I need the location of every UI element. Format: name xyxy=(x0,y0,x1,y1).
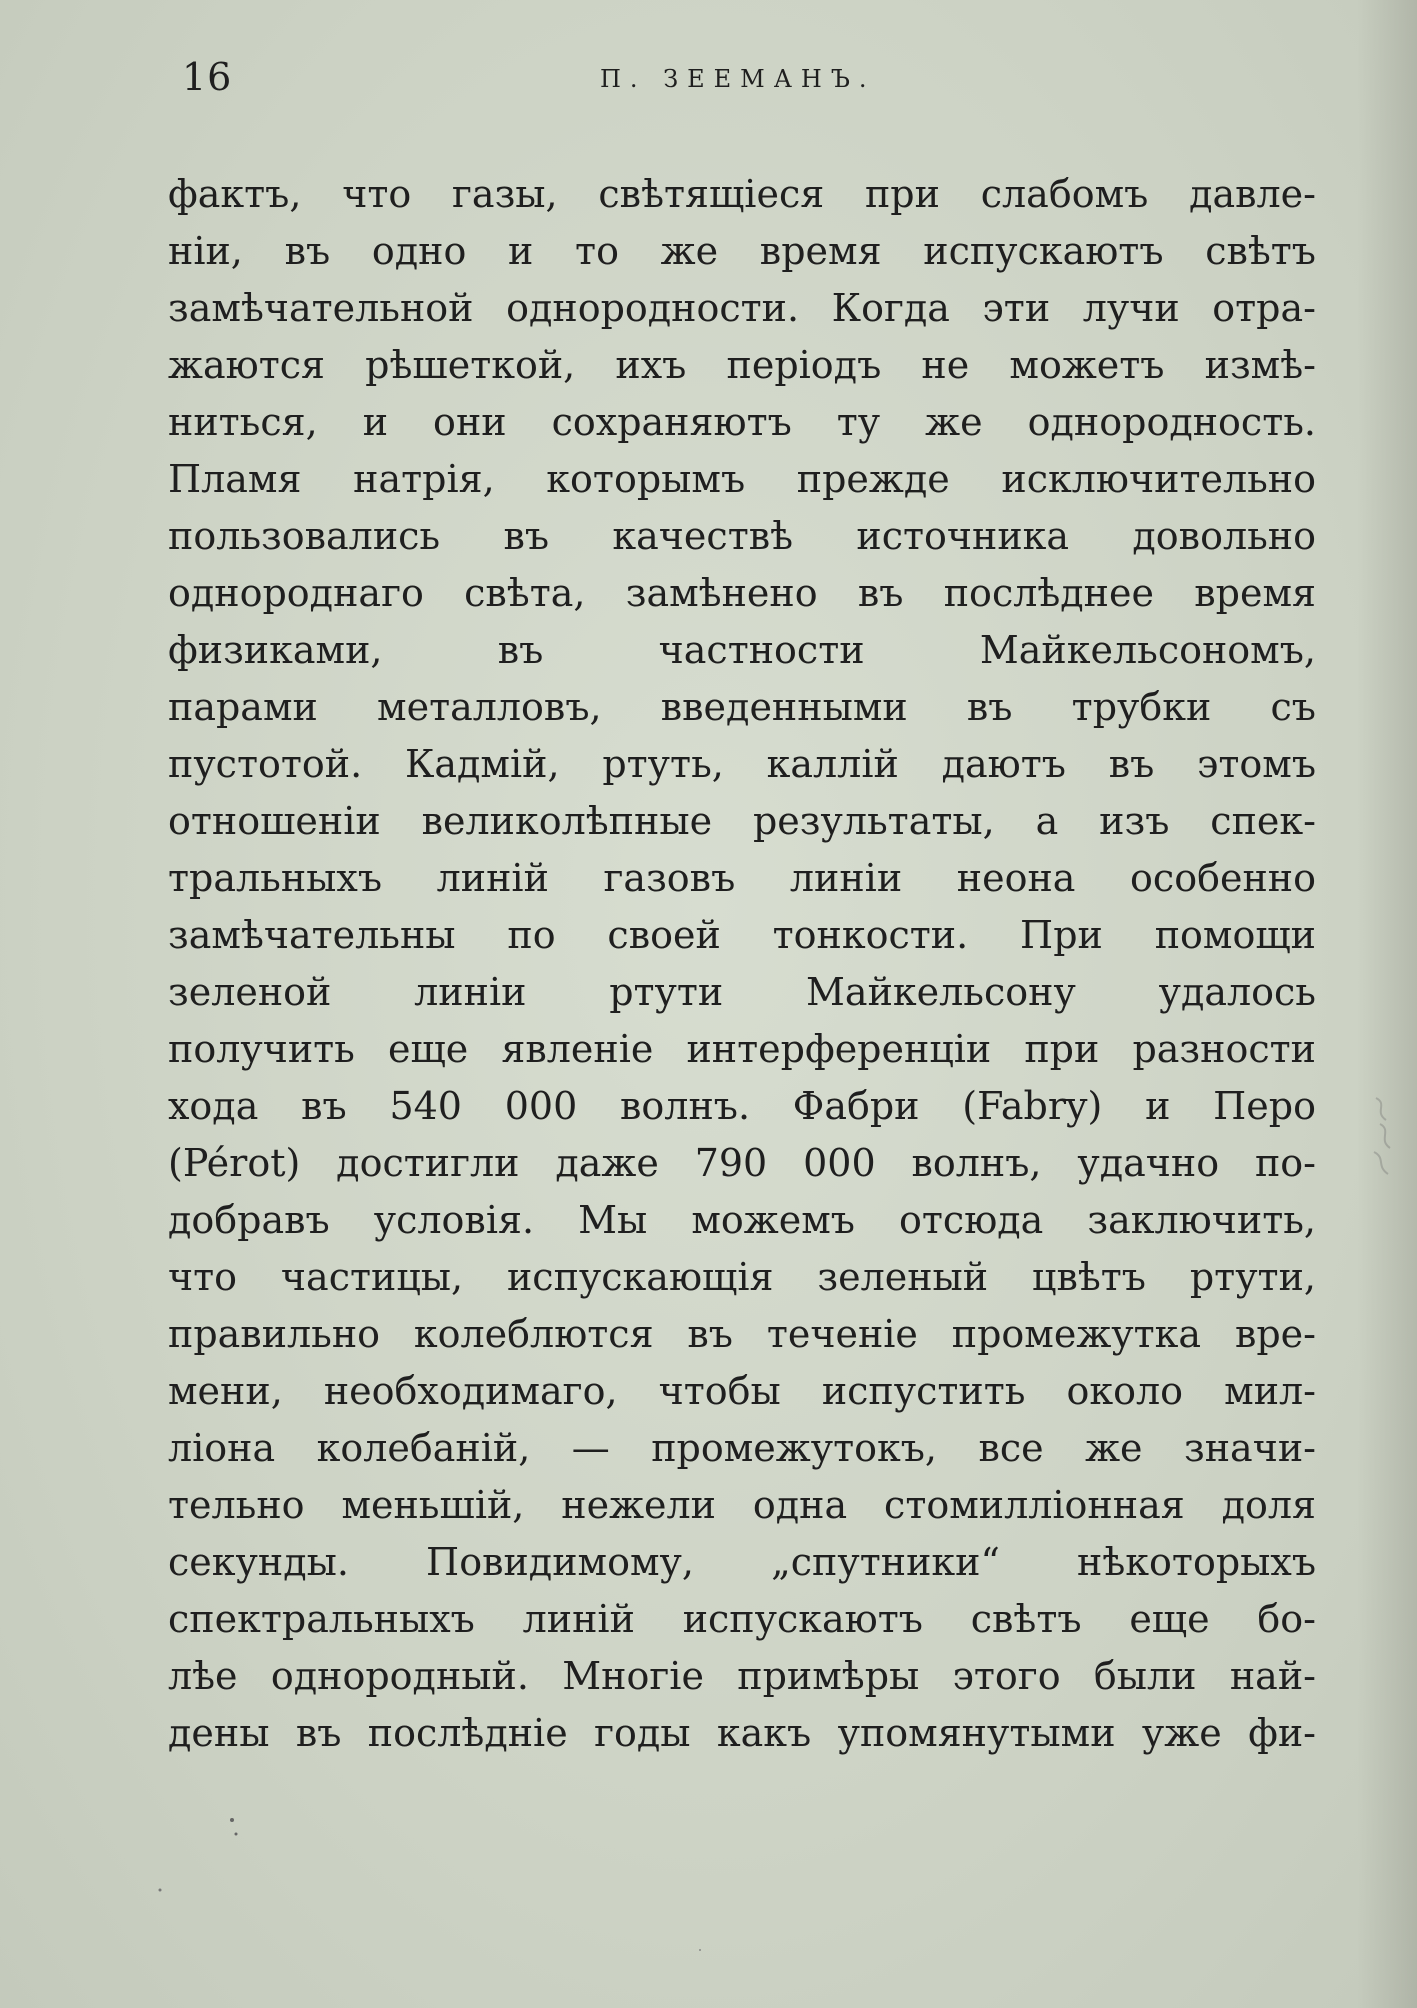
page-edge-shadow xyxy=(1357,0,1417,2008)
text-line: физиками, въ частности Майкельсономъ, xyxy=(168,628,1316,672)
text-line: ниться, и они сохраняютъ ту же однородность. xyxy=(168,400,1316,444)
text-line: хода въ 540 000 волнъ. Фабри (Fabry) и Перо xyxy=(168,1084,1316,1128)
text-line: фактъ, что газы, свѣтящіеся при слабомъ давле- xyxy=(168,172,1316,216)
text-line: пустотой. Кадмій, ртуть, каллій даютъ въ этомъ xyxy=(168,742,1316,786)
text-line: секунды. Повидимому, „спутники“ нѣкоторыхъ xyxy=(168,1540,1316,1584)
text-line: тральныхъ линій газовъ линіи неона особенно xyxy=(168,856,1316,900)
text-line: отношеніи великолѣпные результаты, а изъ спек- xyxy=(168,799,1316,843)
text-line: зеленой линіи ртути Майкельсону удалось xyxy=(168,970,1316,1014)
text-line: однороднаго свѣта, замѣнено въ послѣднее время xyxy=(168,571,1316,615)
page-header xyxy=(0,55,1417,115)
text-line: ліона колебаній, — промежутокъ, все же значи- xyxy=(168,1426,1316,1470)
text-line: тельно меньшій, нежели одна стомилліонная доля xyxy=(168,1483,1316,1527)
text-line: получить еще явленіе интерференціи при разности xyxy=(168,1027,1316,1071)
running-head: П. ЗЕЕМАНЪ. xyxy=(600,65,876,93)
text-line: парами металловъ, введенными въ трубки съ xyxy=(168,685,1316,729)
body-text xyxy=(168,166,1316,1762)
text-line: лѣе однородный. Многіе примѣры этого были най- xyxy=(168,1654,1316,1698)
text-line: Пламя натрія, которымъ прежде исключительно xyxy=(168,457,1316,501)
text-line: замѣчательной однородности. Когда эти лучи отра- xyxy=(168,286,1316,330)
page-number: 16 xyxy=(182,55,233,99)
text-line: правильно колеблются въ теченіе промежутка вре- xyxy=(168,1312,1316,1356)
pencil-mark-icon xyxy=(1370,1090,1400,1180)
text-line: (Pérot) достигли даже 790 000 волнъ, удачно по- xyxy=(168,1141,1316,1185)
text-line: добравъ условія. Мы можемъ отсюда заключить, xyxy=(168,1198,1316,1242)
text-line: спектральныхъ линій испускаютъ свѣтъ еще бо- xyxy=(168,1597,1316,1641)
text-line: мени, необходимаго, чтобы испустить около мил- xyxy=(168,1369,1316,1413)
text-line: жаются рѣшеткой, ихъ періодъ не можетъ измѣ- xyxy=(168,343,1316,387)
text-line: пользовались въ качествѣ источника довольно xyxy=(168,514,1316,558)
text-line: дены въ послѣдніе годы какъ упомянутыми уже фи- xyxy=(168,1711,1316,1755)
text-line: ніи, въ одно и то же время испускаютъ свѣтъ xyxy=(168,229,1316,273)
text-line: замѣчательны по своей тонкости. При помощи xyxy=(168,913,1316,957)
text-line: что частицы, испускающія зеленый цвѣтъ ртути, xyxy=(168,1255,1316,1299)
